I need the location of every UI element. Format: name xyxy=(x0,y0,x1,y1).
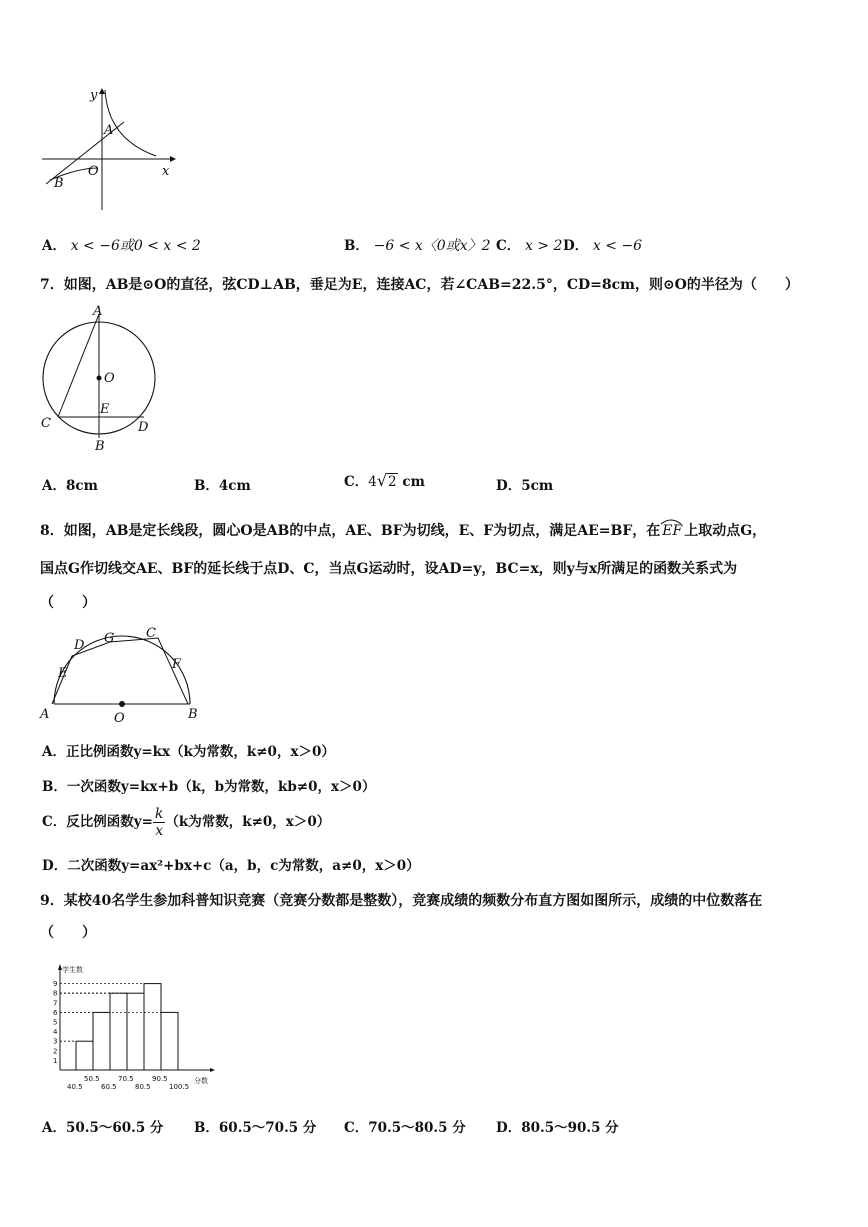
q6-option-b-letter: B． xyxy=(344,238,369,254)
q6-option-c xyxy=(496,234,562,254)
q8-option-c xyxy=(42,802,330,842)
center-point xyxy=(119,701,125,707)
y-axis-arrow xyxy=(99,88,105,94)
q8-option-a: A．正比例函数y=kx（k为常数，k≠0，x＞0） xyxy=(42,744,335,760)
y-tick-label: 3 xyxy=(53,1037,58,1046)
q6-option-a xyxy=(42,234,201,255)
q7-option-c-unit: cm xyxy=(402,474,425,490)
x-axis-label: 分数 xyxy=(194,1077,208,1085)
label-f: F xyxy=(172,657,182,672)
q6-option-c-text: x > 2 xyxy=(524,238,563,254)
x-tick-label: 100.5 xyxy=(169,1083,190,1091)
histogram-bar xyxy=(127,993,144,1070)
label-d: D xyxy=(138,420,149,435)
q7-stem: 7．如图，AB是⊙O的直径，弦CD⊥AB，垂足为E，连接AC，若∠CAB=22.5°，CD=8cm，则⊙O的半径为（ ） xyxy=(40,277,799,293)
q7-option-b: B．4cm xyxy=(194,478,251,494)
label-y: y xyxy=(90,88,98,103)
y-tick-label: 1 xyxy=(53,1056,58,1065)
x-tick-label: 50.5 xyxy=(84,1075,100,1083)
q8-option-c-post: （k为常数，k≠0，x＞0） xyxy=(165,814,331,830)
q8-stem-line-2: 国点G作切线交AE、BF的延长线于点D、C，当点G运动时，设AD=y，BC=x，则y与x所满足的函数关系式为 xyxy=(40,561,738,577)
q8-option-b: B．一次函数y=kx+b（k，b为常数，kb≠0，x＞0） xyxy=(42,779,376,795)
x-tick-label: 90.5 xyxy=(152,1075,168,1083)
q8-stem-line-3: （ ） xyxy=(40,595,96,611)
q7-option-c-radicand: 2 xyxy=(388,474,397,490)
q6-option-a-letter: A． xyxy=(42,238,66,254)
q6-option-b-text: −6 < x〈0或x〉2 xyxy=(373,238,491,254)
y-axis-label: 学生数 xyxy=(62,966,83,974)
label-c: C xyxy=(41,416,51,431)
sqrt-icon: √ xyxy=(376,471,388,490)
segment-ac xyxy=(58,314,99,417)
y-tick-label: 7 xyxy=(53,999,58,1008)
x-tick-label: 40.5 xyxy=(67,1083,83,1091)
label-e: E xyxy=(58,666,68,681)
label-x: x xyxy=(162,164,170,179)
q7-option-c-letter: C． xyxy=(344,474,369,490)
label-b: B xyxy=(95,439,105,454)
q8-option-d: D．二次函数y=ax²+bx+c（a，b，c为常数，a≠0，x＞0） xyxy=(42,858,420,874)
y-tick-label: 6 xyxy=(53,1008,58,1017)
q8-semicircle-figure xyxy=(38,622,208,726)
q6-option-d-letter: D． xyxy=(563,238,589,254)
label-c: C xyxy=(146,626,156,641)
x-axis-arrow xyxy=(170,156,176,162)
q6-option-c-letter: C． xyxy=(496,238,521,254)
q7-option-c xyxy=(344,470,425,490)
q6-option-b xyxy=(344,234,491,255)
x-tick-label: 70.5 xyxy=(118,1075,134,1083)
q9-option-b: B．60.5～70.5 分 xyxy=(194,1120,317,1136)
tangent-polyline xyxy=(52,638,188,704)
q8-stem-part-2: 上取动点G， xyxy=(684,523,767,539)
fraction-denominator: x xyxy=(155,823,164,839)
histogram-bar xyxy=(110,993,127,1070)
label-g: G xyxy=(104,631,115,646)
label-e: E xyxy=(100,402,110,417)
q8-arc-ef xyxy=(660,523,684,539)
q9-option-c: C．70.5～80.5 分 xyxy=(344,1120,466,1136)
y-tick-label: 2 xyxy=(53,1047,58,1056)
y-tick-label: 8 xyxy=(53,989,58,998)
q7-option-a: A．8cm xyxy=(42,478,98,494)
histogram-bar xyxy=(144,984,161,1070)
label-b: B xyxy=(188,707,198,722)
q8-option-c-fraction xyxy=(153,806,165,839)
label-o: O xyxy=(88,164,99,179)
q7-option-d: D．5cm xyxy=(496,478,554,494)
y-tick-label: 9 xyxy=(53,980,58,989)
label-o: O xyxy=(104,371,115,386)
label-a: A xyxy=(93,304,103,319)
q8-stem-line-1 xyxy=(40,520,766,540)
q8-option-c-pre: C．反比例函数y= xyxy=(42,814,153,830)
y-tick-label: 5 xyxy=(53,1018,58,1027)
y-tick-label: 4 xyxy=(53,1028,58,1037)
x-tick-label: 60.5 xyxy=(101,1083,117,1091)
q7-circle-figure xyxy=(36,304,166,454)
histogram-bar xyxy=(93,1012,110,1070)
center-point xyxy=(97,376,102,381)
q7-option-c-coef: 4 xyxy=(368,474,377,490)
q9-stem-line-2: （ ） xyxy=(40,925,96,941)
q9-histogram xyxy=(44,962,224,1092)
x-axis-arrow xyxy=(210,1068,215,1072)
label-o: O xyxy=(114,711,125,726)
q8-stem-part-1: 8．如图，AB是定长线段，圆心O是AB的中点，AE、BF为切线，E、F为切点，满足AE=BF，在 xyxy=(40,523,661,539)
q6-option-d xyxy=(563,234,642,254)
q9-option-a: A．50.5～60.5 分 xyxy=(42,1120,164,1136)
histogram-bar xyxy=(161,1012,178,1070)
q8-arc-label: EF xyxy=(662,523,683,539)
label-a: A xyxy=(40,707,50,722)
label-d: D xyxy=(74,638,85,653)
q9-option-d: D．80.5～90.5 分 xyxy=(496,1120,619,1136)
q6-option-a-text: x < −6或0 < x < 2 xyxy=(70,238,201,254)
x-tick-label: 80.5 xyxy=(135,1083,151,1091)
label-a: A xyxy=(104,123,114,138)
arc-icon xyxy=(660,517,682,525)
q6-option-d-text: x < −6 xyxy=(592,238,643,254)
q6-hyperbola-graph xyxy=(38,84,188,214)
q9-stem-line-1: 9．某校40名学生参加科普知识竞赛（竞赛分数都是整数），竞赛成绩的频数分布直方图如图所示，成绩的中位数落在 xyxy=(40,893,763,909)
label-b: B xyxy=(54,176,64,191)
fraction-numerator: k xyxy=(154,806,164,822)
histogram-bar xyxy=(76,1041,93,1070)
